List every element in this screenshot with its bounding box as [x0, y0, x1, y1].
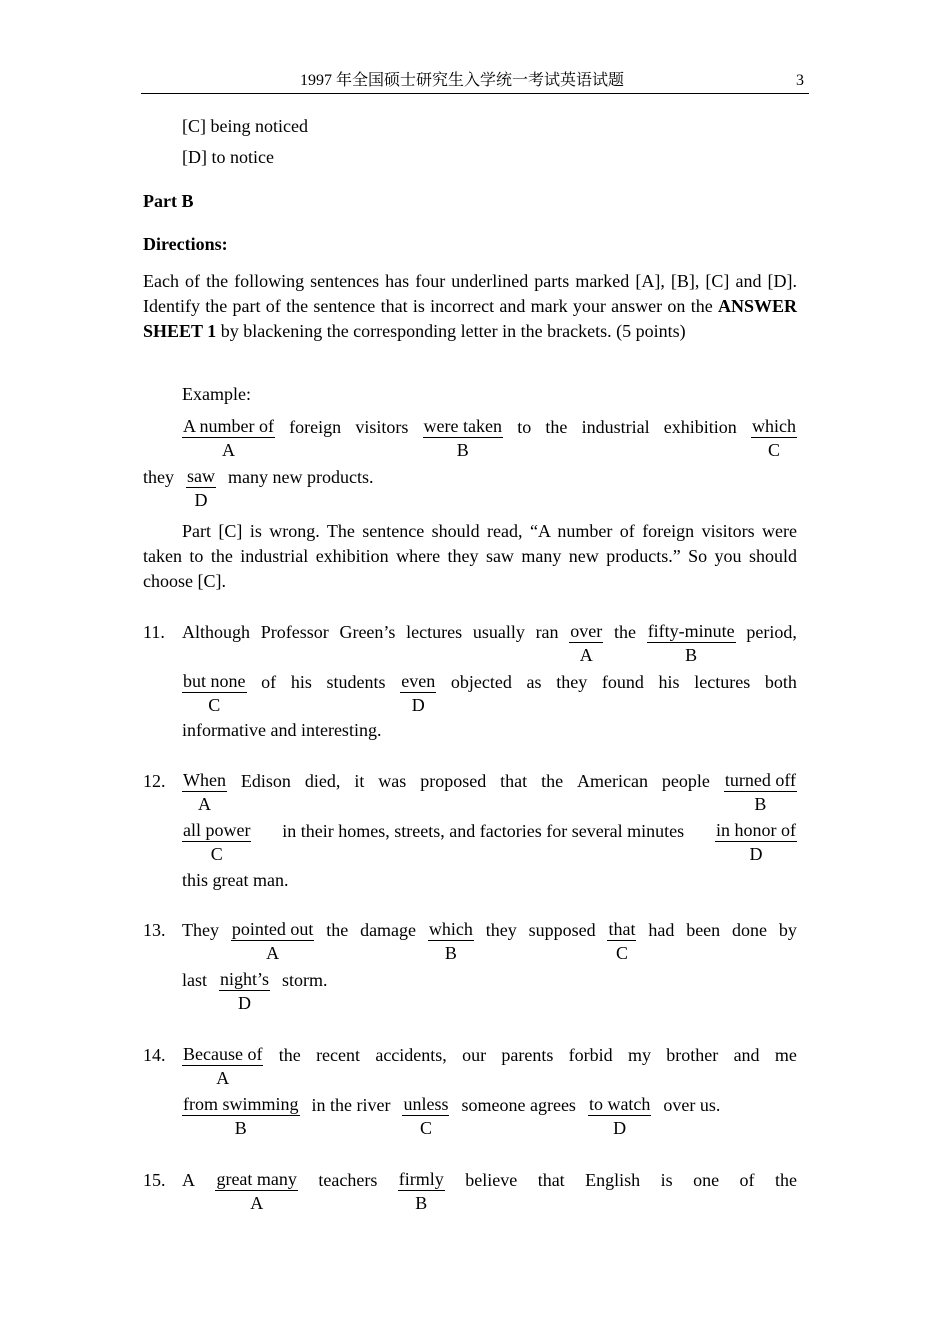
underlined-part-c — [607, 919, 636, 963]
sentence-word: They — [182, 920, 219, 940]
sentence-word: Edison — [240, 771, 291, 791]
choice-letter: C — [615, 943, 628, 963]
choice-letter: A — [221, 440, 235, 460]
sentence-word: they — [485, 920, 517, 940]
underlined-text: from swimming — [183, 1094, 299, 1114]
header-rule — [141, 93, 809, 94]
underlined-text: which — [428, 919, 473, 939]
sentence-word: was — [378, 771, 407, 791]
sentence-word: usually — [472, 622, 525, 642]
sentence-word: objected — [450, 672, 512, 692]
sentence-word: one — [693, 1170, 720, 1190]
sentence-word: American — [577, 771, 648, 791]
sentence-word: both — [764, 672, 797, 692]
sentence-word: the — [613, 622, 636, 642]
underlined-text: Because of — [183, 1044, 263, 1064]
underlined-text: great many — [216, 1169, 297, 1189]
sentence-word: proposed — [420, 771, 487, 791]
sentence-word: they — [143, 467, 174, 487]
choice-letter: B — [444, 943, 457, 963]
sentence-word: it — [354, 771, 365, 791]
sentence-word: believe — [465, 1170, 518, 1190]
sentence-word: Professor — [260, 622, 329, 642]
underlined-text: were taken — [423, 416, 502, 436]
choice-letter: B — [234, 1118, 247, 1138]
question-14-number: 14. — [143, 1045, 166, 1065]
sentence-word: people — [661, 771, 710, 791]
choice-letter: A — [197, 794, 211, 814]
choice-letter: C — [767, 440, 780, 460]
underlined-text: pointed out — [231, 919, 314, 939]
example-line-2 — [143, 466, 374, 510]
sentence-word: accidents, — [375, 1045, 447, 1065]
underlined-part-a — [215, 1169, 297, 1213]
directions-text — [143, 269, 797, 344]
sentence-word: been — [686, 920, 721, 940]
choice-letter: D — [613, 1118, 627, 1138]
sentence-word: his — [290, 672, 312, 692]
choice-letter: B — [415, 1193, 428, 1213]
underlined-part-a — [569, 621, 603, 665]
sentence-word: Green’s — [339, 622, 396, 642]
sentence-word: period, — [746, 622, 797, 642]
sentence-word: died, — [304, 771, 341, 791]
underlined-text: A number of — [183, 416, 274, 436]
question-15-line-1 — [182, 1169, 797, 1213]
sentence-word: as — [526, 672, 542, 692]
sentence-word: the — [278, 1045, 301, 1065]
underlined-part-b — [428, 919, 474, 963]
underlined-text: all power — [183, 820, 251, 840]
sentence-word: supposed — [528, 920, 596, 940]
choice-letter: D — [411, 695, 425, 715]
sentence-word: damage — [360, 920, 417, 940]
choice-letter: A — [579, 645, 593, 665]
sentence-word: his — [658, 672, 680, 692]
question-15-number: 15. — [143, 1170, 166, 1190]
choice-letter: A — [250, 1193, 264, 1213]
sentence-word: the — [545, 417, 568, 437]
underlined-text: but none — [183, 671, 246, 691]
choice-letter: B — [685, 645, 698, 665]
option-c: [C] being noticed — [182, 116, 308, 136]
sentence-word: exhibition — [663, 417, 737, 437]
underlined-part-d — [400, 671, 436, 715]
underlined-text: even — [401, 671, 436, 691]
sentence-word: lectures — [406, 622, 463, 642]
question-14-line-2 — [182, 1094, 721, 1138]
choice-letter: D — [749, 844, 763, 864]
sentence-word: this great man. — [182, 870, 289, 890]
sentence-word: forbid — [568, 1045, 613, 1065]
sentence-word: done — [732, 920, 768, 940]
choice-letter: C — [208, 695, 221, 715]
question-13-line-1 — [182, 919, 797, 963]
choice-letter: C — [419, 1118, 432, 1138]
sentence-word: and — [733, 1045, 760, 1065]
choice-letter: D — [238, 993, 251, 1013]
question-12-line-2 — [182, 820, 797, 864]
sentence-word: our — [462, 1045, 487, 1065]
question-11-number: 11. — [143, 622, 165, 642]
underlined-part-c — [182, 671, 247, 715]
page-number: 3 — [796, 72, 804, 89]
underlined-part-a — [231, 919, 315, 963]
sentence-word: to — [517, 417, 532, 437]
sentence-word: parents — [501, 1045, 554, 1065]
sentence-word: brother — [666, 1045, 719, 1065]
sentence-word: the — [541, 771, 564, 791]
question-11-line-2 — [182, 671, 797, 715]
sentence-word: my — [627, 1045, 651, 1065]
underlined-part-d — [588, 1094, 651, 1138]
sentence-word: found — [601, 672, 644, 692]
underlined-part-c — [751, 416, 797, 460]
sentence-word: last — [182, 970, 207, 990]
sentence-word: A — [182, 1170, 195, 1190]
sentence-word: teachers — [318, 1170, 378, 1190]
directions-heading: Directions: — [143, 234, 228, 254]
sentence-word: of — [261, 672, 277, 692]
directions-text-2: by blackening the corresponding letter in the brackets. (5 points) — [216, 321, 686, 341]
underlined-text: saw — [187, 466, 215, 486]
underlined-text: fifty-minute — [647, 621, 735, 641]
underlined-text: that — [608, 919, 636, 939]
example-line-1 — [182, 416, 797, 460]
underlined-part-b — [182, 1094, 300, 1138]
example-label: Example: — [182, 384, 251, 404]
underlined-part-b — [647, 621, 736, 665]
choice-letter: B — [456, 440, 469, 460]
question-13-line-2 — [182, 969, 328, 1013]
example-explanation: Part [C] is wrong. The sentence should read, “A number of foreign visitors were taken to the industrial exhibition where they saw many new products.” So you should choose [C]. — [143, 521, 797, 591]
question-12-number: 12. — [143, 771, 166, 791]
choice-letter: D — [194, 490, 208, 510]
sentence-word: they — [556, 672, 588, 692]
sentence-word: is — [660, 1170, 673, 1190]
underlined-text: When — [183, 770, 226, 790]
underlined-part-a — [182, 1044, 263, 1088]
underlined-text: which — [751, 416, 796, 436]
sentence-word: someone agrees — [461, 1095, 576, 1115]
sentence-word: in the river — [311, 1095, 391, 1115]
underlined-part-a — [182, 770, 227, 814]
sentence-word: lectures — [694, 672, 751, 692]
underlined-part-c — [402, 1094, 449, 1138]
underlined-text: night’s — [220, 969, 270, 989]
underlined-part-d — [715, 820, 797, 864]
sentence-word: students — [326, 672, 386, 692]
part-b-heading: Part B — [143, 191, 194, 211]
underlined-part-a — [182, 416, 275, 460]
underlined-part-b — [724, 770, 797, 814]
question-12-line-1 — [182, 770, 797, 814]
underlined-part-b — [423, 416, 503, 460]
question-11-line-3 — [182, 719, 381, 741]
directions-text-1: Each of the following sentences has four underlined parts marked [A], [B], [C] and [D]. Identify the part of the sentence that is incorrect and mark your answer on the — [143, 271, 797, 316]
underlined-part-c — [182, 820, 251, 864]
sentence-word: storm. — [282, 970, 328, 990]
underlined-text: turned off — [724, 770, 796, 790]
underlined-text: over — [570, 621, 603, 641]
sentence-word: English — [585, 1170, 641, 1190]
underlined-part-d — [219, 969, 270, 1013]
sentence-word: informative and interesting. — [182, 720, 382, 740]
sentence-word: recent — [316, 1045, 361, 1065]
underlined-text: to watch — [588, 1094, 651, 1114]
sentence-word: in their homes, streets, and factories for several minutes — [282, 821, 685, 841]
choice-letter: C — [210, 844, 223, 864]
underlined-text: in honor of — [715, 820, 796, 840]
underlined-text: firmly — [398, 1169, 444, 1189]
underlined-text: unless — [403, 1094, 449, 1114]
choice-letter: A — [216, 1068, 230, 1088]
choice-letter: B — [754, 794, 767, 814]
sentence-word: me — [774, 1045, 797, 1065]
sentence-word: industrial — [581, 417, 650, 437]
underlined-part-b — [398, 1169, 445, 1213]
sentence-word: of — [739, 1170, 755, 1190]
sentence-word: Although — [182, 622, 251, 642]
sentence-word: foreign — [289, 417, 342, 437]
sentence-word: had — [648, 920, 675, 940]
option-d: [D] to notice — [182, 147, 274, 167]
sentence-word: ran — [535, 622, 559, 642]
answer-sheet-label: ANSWER SHEET 1 — [143, 296, 797, 341]
sentence-word: the — [326, 920, 349, 940]
choice-letter: A — [266, 943, 280, 963]
sentence-word: that — [537, 1170, 565, 1190]
question-14-line-1 — [182, 1044, 797, 1088]
sentence-word: that — [500, 771, 528, 791]
sentence-word: over us. — [663, 1095, 721, 1115]
sentence-word: the — [774, 1170, 797, 1190]
sentence-word: visitors — [355, 417, 409, 437]
sentence-word: many new products. — [228, 467, 374, 487]
underlined-part-d — [186, 466, 216, 510]
sentence-word: by — [778, 920, 797, 940]
question-13-number: 13. — [143, 920, 166, 940]
question-11-line-1 — [182, 621, 797, 665]
header-title: 1997 年全国硕士研究生入学统一考试英语试题 — [300, 72, 625, 89]
question-12-line-3 — [182, 869, 288, 891]
